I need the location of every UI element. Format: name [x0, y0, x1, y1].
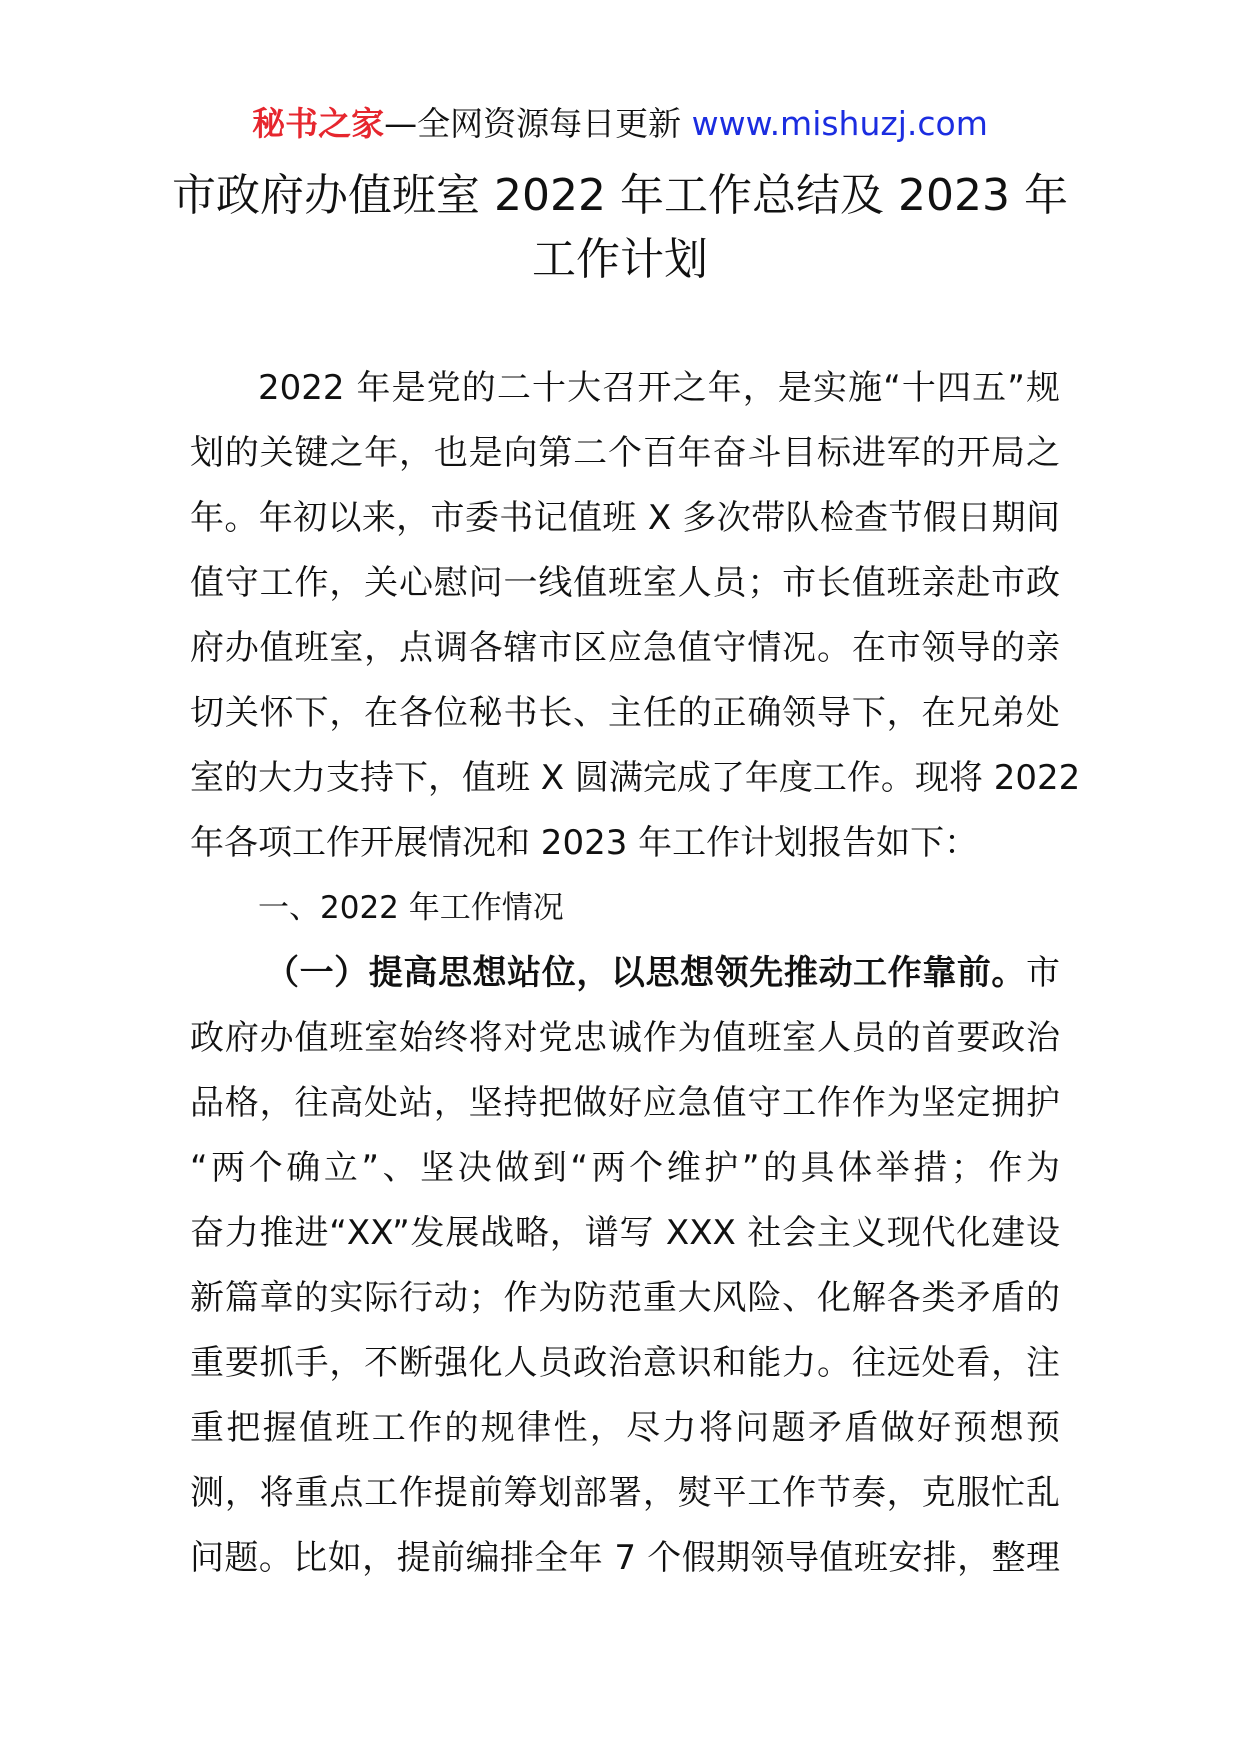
subsection-paragraph-line: “两个确立”、坚决做到“两个维护”的具体举措；作为: [190, 1148, 1060, 1188]
site-header: [0, 102, 1240, 146]
subsection-heading: （一）提高思想站位，以思想领先推动工作靠前。: [265, 953, 1026, 993]
subsection-paragraph-line: 重把握值班工作的规律性，尽力将问题矛盾做好预想预: [190, 1408, 1060, 1448]
intro-paragraph-line: 室的大力支持下，值班 X 圆满完成了年度工作。现将 2022: [190, 758, 1081, 798]
intro-paragraph-line: 切关怀下，在各位秘书长、主任的正确领导下，在兄弟处: [190, 693, 1060, 733]
document-title-line-2: 工作计划: [532, 234, 708, 285]
intro-paragraph-line: 2022 年是党的二十大召开之年，是实施“十四五”规: [258, 368, 1060, 408]
subsection-paragraph-line: 重要抓手，不断强化人员政治意识和能力。往远处看，注: [190, 1343, 1060, 1383]
intro-paragraph-line: 年。年初以来，市委书记值班 X 多次带队检查节假日期间: [190, 498, 1060, 538]
intro-paragraph-line: 值守工作，关心慰问一线值班室人员；市长值班亲赴市政: [190, 563, 1060, 603]
subsection-first-line: [190, 941, 1060, 1006]
document-title-line-1: 市政府办值班室 2022 年工作总结及 2023 年: [172, 170, 1068, 221]
intro-paragraph-line: 划的关键之年，也是向第二个百年奋斗目标进军的开局之: [190, 433, 1060, 473]
subsection-paragraph-line: 政府办值班室始终将对党忠诚作为值班室人员的首要政治: [190, 1018, 1060, 1058]
subsection-paragraph-line: 新篇章的实际行动；作为防范重大风险、化解各类矛盾的: [190, 1278, 1060, 1318]
subsection-paragraph-line: 奋力推进“XX”发展战略，谱写 XXX 社会主义现代化建设: [190, 1213, 1060, 1253]
subsection-paragraph-line: 品格，往高处站，坚持把做好应急值守工作作为坚定拥护: [190, 1083, 1060, 1123]
site-tagline: —全网资源每日更新: [384, 104, 682, 143]
site-brand: 秘书之家: [252, 104, 385, 143]
subsection-paragraph-line: 问题。比如，提前编排全年 7 个假期领导值班安排，整理: [190, 1538, 1060, 1578]
section-heading: 一、2022 年工作情况: [258, 890, 564, 926]
intro-paragraph-line: 府办值班室，点调各辖市区应急值守情况。在市领导的亲: [190, 628, 1060, 668]
site-url-link[interactable]: www.mishuzj.com: [691, 104, 988, 143]
subsection-first-line-tail: 市: [1026, 953, 1060, 993]
subsection-paragraph-line: 测，将重点工作提前筹划部署，熨平工作节奏，克服忙乱: [190, 1473, 1060, 1513]
intro-paragraph-line: 年各项工作开展情况和 2023 年工作计划报告如下：: [190, 823, 979, 863]
document-body: [190, 356, 1081, 1591]
